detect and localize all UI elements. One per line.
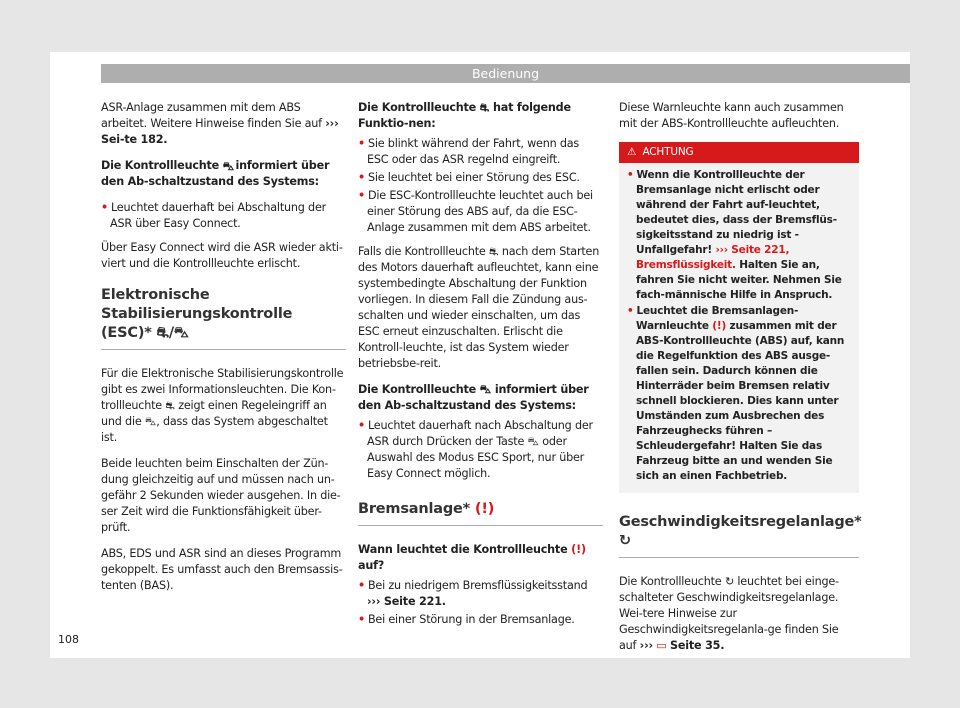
list-item: • Die ESC-Kontrollleuchte leuchtet auch bei einer Störung des ABS auf, da die ESC-Anlage zusammen mit dem ABS arbeitet. [358, 188, 603, 236]
warning-box [619, 142, 859, 493]
paragraph: ASR-Anlage zusammen mit dem ABS arbeitet. Weitere Hinweise finden Sie auf ››› Sei-te 182. [101, 101, 339, 146]
paragraph: Diese Warnleuchte kann auch zusammen mit der ABS-Kontrollleuchte aufleuchten. [619, 101, 844, 130]
book-icon: ▭ [656, 639, 667, 652]
warning-item: • Wenn die Kontrollleuchte der Bremsanlage nicht erlischt oder während der Fahrt auf-leuchtet, bedeutet dies, dass der Bremsflüs-sigkeitsstand zu niedrig ist - Unfallgefahr! ››› Seite 221, Bremsflüssigkeit. Halten Sie an, fahren Sie nicht weiter. Nehmen Sie fach-männische Hilfe in Anspruch. [627, 168, 851, 303]
abs-icon: (ABS) [755, 335, 788, 347]
section-title: Geschwindigkeitsregelanlage* ↻ [619, 513, 859, 558]
brake-warning-icon: (!) [712, 320, 727, 332]
list-item: • Bei zu niedrigem Bremsflüssigkeitsstand ››› Seite 221. [358, 578, 603, 610]
warning-header: ⚠ ACHTUNG [619, 142, 859, 163]
esc-icon: ⛐ [488, 245, 499, 258]
page-link[interactable]: ››› Seite 221, Bremsflüssigkeit. [636, 244, 790, 271]
paragraph: ABS, EDS und ASR sind an dieses Programm gekoppelt. Es umfasst auch den Bremsassis-tenten (BAS). [101, 547, 343, 592]
manual-page [50, 52, 910, 658]
list-item: • Bei einer Störung in der Bremsanlage. [358, 612, 603, 628]
page-number: 108 [58, 633, 79, 646]
paragraph: Beide leuchten beim Einschalten der Zün-dung gleichzeitig auf und müssen nach un-gefähr 2 Sekunden wieder ausgehen. In die-ser Zeit wird die Funktionsfähigkeit über-prüft. [101, 457, 341, 534]
list-item: • Leuchtet dauerhaft bei Abschaltung der ASR über Easy Connect. [101, 200, 346, 232]
column-right [619, 100, 862, 664]
page-link[interactable]: Seite 35. [669, 639, 725, 652]
subheading: Wann leuchtet die Kontrollleuchte (!) auf? [358, 543, 586, 572]
section-header: Bedienung [101, 64, 910, 83]
list-item: • Sie blinkt während der Fahrt, wenn das ESC oder das ASR regelnd eingreift. [358, 136, 603, 168]
list-item: • Leuchtet dauerhaft nach Abschaltung der ASR durch Drücken der Taste ⛍ oder Auswahl des Modus ESC Sport, nur über Easy Connect möglich. [358, 418, 603, 482]
column-middle [358, 100, 603, 630]
subheading: Die Kontrollleuchte ⛍ informiert über den Ab-schaltzustand des Systems: [358, 383, 589, 412]
esc-off-icon: ⛍ [144, 415, 157, 428]
esc-off-icon: ⛍ [479, 383, 492, 396]
section-title: Bremsanlage* (!) [358, 500, 603, 526]
esc-off-icon: ⛍ [527, 435, 539, 448]
page-link[interactable]: ››› Seite 221. [367, 595, 446, 608]
esc-icon: ⛐/⛍ [156, 325, 189, 341]
cruise-control-icon: ↻ [724, 575, 735, 588]
page-link[interactable]: ››› Sei-te 182. [101, 117, 339, 146]
section-title: Elektronische Stabilisierungskontrolle (ESC)* ⛐/⛍ [101, 286, 346, 350]
subheading: Die Kontrollleuchte ⛐ hat folgende Funktio-nen: [358, 101, 571, 130]
subheading: Die Kontrollleuchte ⛍ informiert über den Ab-schaltzustand des Systems: [101, 159, 330, 188]
brake-warning-icon: (!) [474, 501, 495, 517]
esc-icon: ⛐ [479, 101, 490, 114]
esc-icon: ⛐ [165, 399, 175, 412]
warning-item: • Leuchtet die Bremsanlagen-Warnleuchte (!) zusammen mit der ABS-Kontrollleuchte (ABS) auf, kann die Regelfunktion des ABS ausge-fallen sein. Dadurch können die Hinterräder beim Bremsen relativ schnell blockieren. Dies kann unter Umständen zum Ausbrechen des Fahrzeughecks führen – Schleudergefahr! Halten Sie das Fahrzeug bitte an und wenden Sie sich an einen Fachbetrieb. [627, 304, 851, 484]
warning-triangle-icon: ⚠ [627, 146, 637, 158]
column-left [101, 100, 346, 604]
paragraph: Falls die Kontrollleuchte ⛐ nach dem Starten des Motors dauerhaft aufleuchtet, kann eine systembedingte Abschaltung der Funktion vorliegen. In diesem Fall die Zündung aus-schalten und wieder einschalten, um das ESC erneut einzuschalten. Erlischt die Kontroll-leuchte, ist das System wieder betriebsbe-reit. [358, 245, 600, 370]
brake-warning-icon: (!) [571, 543, 586, 556]
cruise-control-icon: ↻ [619, 533, 631, 549]
list-item: • Sie leuchtet bei einer Störung des ESC. [358, 170, 603, 186]
paragraph: Für die Elektronische Stabilisierungskontrolle gibt es zwei Informationsleuchten. Die Kon-trollleuchte ⛐ zeigt einen Regeleingriff an und die ⛍, dass das System abgeschaltet ist. [101, 367, 344, 444]
warning-body [619, 163, 859, 493]
esc-off-icon: ⛍ [222, 160, 235, 173]
paragraph: Die Kontrollleuchte ↻ leuchtet bei einge-schalteter Geschwindigkeitsregelanlage. Wei-tere Hinweise zur Geschwindigkeitsregelanla-ge finden Sie auf ››› ▭ Seite 35. [619, 575, 839, 652]
paragraph: Über Easy Connect wird die ASR wieder akti-viert und die Kontrollleuchte erlischt. [101, 241, 343, 270]
